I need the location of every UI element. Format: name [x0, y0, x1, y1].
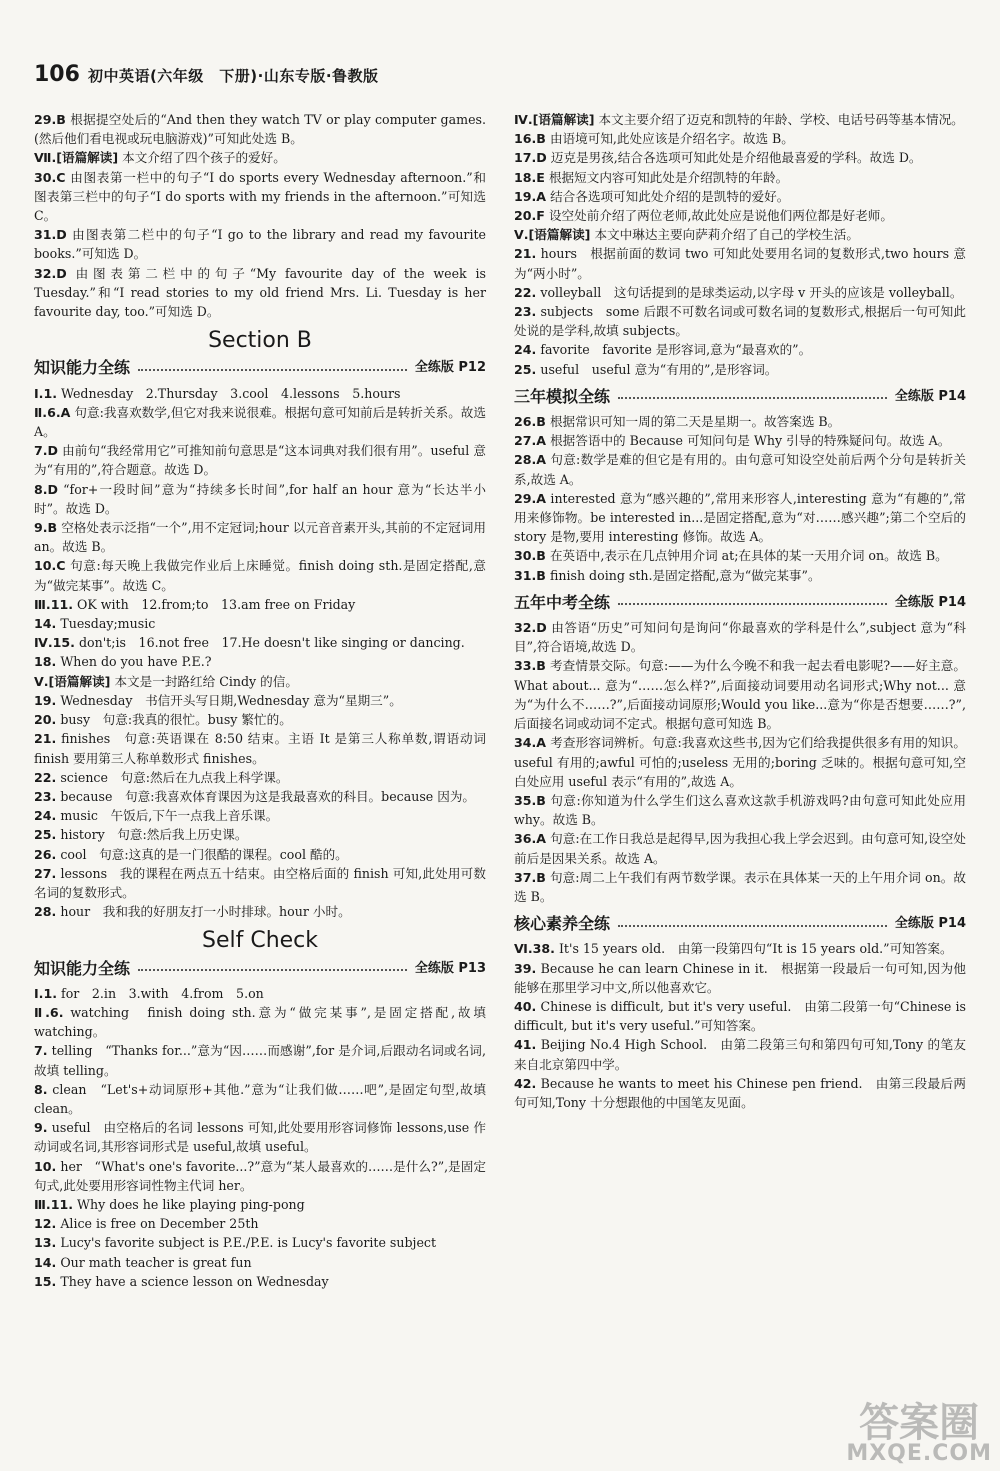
answer-item	[34, 518, 486, 556]
answer-number: 7.	[34, 1043, 48, 1059]
band-knowledge-p13	[34, 959, 486, 978]
answer-item	[514, 206, 966, 225]
answer-item	[34, 480, 486, 518]
answer-number: 12.	[34, 1216, 57, 1232]
answer-item	[34, 902, 486, 921]
answer-item	[514, 283, 966, 302]
right-bottom-answers	[514, 939, 966, 1112]
answer-text: Beijing No.4 High School. 由第二段第三句和第四句可知,Tony 的笔友来自北京第四中学。	[514, 1037, 966, 1072]
band-ref: 全练版 P14	[894, 388, 966, 404]
answer-number: 19.A	[514, 188, 547, 204]
answer-number: Ⅱ.6.	[34, 1004, 64, 1020]
answer-item	[514, 939, 966, 958]
answer-text: 结合各选项可知此处介绍的是凯特的爱好。	[550, 188, 790, 204]
answer-number: 9.B	[34, 520, 58, 536]
answer-number: 30.B	[514, 548, 546, 564]
watermark-text: 答案圈	[859, 1400, 980, 1446]
band-title: 五年中考全练	[514, 592, 611, 612]
answer-item	[514, 450, 966, 488]
answer-text: 设空处前介绍了两位老师,故此处应是说他们两位都是好老师。	[548, 208, 893, 224]
answer-number: 17.D	[514, 150, 547, 166]
answer-text: interested 意为“感兴趣的”,常用来形容人,interesting 意为“有趣的”,常用来修饰物。be interested in...是固定搭配,意为“对……感兴趣”;第二个空后的 story 是物,要用 interesting 修饰。故选 A。	[514, 490, 966, 545]
answer-text: 根据短文内容可知此处是介绍凯特的年龄。	[548, 169, 789, 185]
answer-text: 句意:周二上午我们有两节数学课。表示在具体某一天的上午用介词 on。故选 B。	[514, 869, 966, 904]
answer-text: telling “Thanks for...”意为“因……而感谢”,for 是介词,后跟动名词或名词,故填 telling。	[34, 1043, 486, 1078]
right-top-answers	[514, 110, 966, 379]
answer-text: clean “Let's+动词原形+其他.”意为“让我们做……吧”,是固定句型,故填 clean。	[34, 1081, 486, 1116]
answer-item	[34, 1118, 486, 1156]
answer-text: Alice is free on December 25th	[60, 1216, 259, 1232]
answer-item	[34, 225, 486, 263]
answer-text: useful 由空格后的名词 lessons 可知,此处要用形容词修饰 lessons,use 作动词或名词,其形容词形式是 useful,故填 useful。	[34, 1120, 486, 1155]
answer-number: 21.	[514, 246, 537, 262]
answer-item	[34, 110, 486, 148]
answer-item	[514, 959, 966, 997]
answer-number: 24.	[514, 342, 537, 358]
answer-text: Our math teacher is great fun	[60, 1254, 252, 1270]
answer-item	[34, 1195, 486, 1214]
answer-item	[514, 829, 966, 867]
band-core-p14	[514, 914, 966, 933]
answer-item	[34, 1157, 486, 1195]
answer-item	[514, 566, 966, 585]
answer-item	[514, 1035, 966, 1073]
answer-number: 7.D	[34, 443, 59, 459]
answer-text: subjects some 后跟不可数名词或可数名词的复数形式,根据后一句可知此处说的是学科,故填 subjects。	[514, 304, 966, 339]
answer-text: useful useful 意为“有用的”,是形容词。	[540, 361, 778, 377]
answer-item	[514, 168, 966, 187]
answer-number: 14.	[34, 1254, 57, 1270]
answer-item	[34, 1272, 486, 1291]
answer-text: 由前句“我经常用它”可推知前句意思是“这本词典对我们很有用”。useful 意为“有用的”,符合题意。故选 D。	[34, 443, 486, 478]
answer-text: 根据答语中的 Because 可知问句是 Why 引导的特殊疑问句。故选 A。	[550, 433, 951, 449]
answer-item	[34, 595, 486, 614]
answer-text: 由语境可知,此处应该是介绍名字。故选 B。	[549, 131, 794, 147]
answer-number: 22.	[514, 284, 537, 300]
answer-text: 本文介绍了四个孩子的爱好。	[122, 150, 286, 166]
answer-number: 36.A	[514, 831, 547, 847]
band-dots	[618, 603, 887, 605]
answer-number: 27.	[34, 865, 57, 881]
answer-item	[34, 1041, 486, 1079]
answer-number: 34.A	[514, 735, 547, 751]
band-ref: 全练版 P14	[894, 594, 966, 610]
answer-item	[514, 148, 966, 167]
answer-number: 31.B	[514, 567, 546, 583]
answer-number: 19.	[34, 692, 57, 708]
answer-text: 句意:我喜欢数学,但它对我来说很难。根据句意可知前后是转折关系。故选 A。	[34, 404, 486, 440]
answer-item	[514, 618, 966, 656]
answer-text: 在英语中,表示在几点钟用介词 at;在具体的某一天用介词 on。故选 B。	[549, 548, 948, 564]
answer-item	[34, 1003, 486, 1041]
band-mock-p14	[514, 387, 966, 406]
answer-text: “for+一段时间”意为“持续多长时间”,for half an hour 意为“长达半小时”。故选 D。	[34, 481, 486, 516]
answer-text: favorite favorite 是形容词,意为“最喜欢的”。	[540, 342, 812, 358]
page-header	[34, 62, 379, 87]
answer-text: Lucy's favorite subject is P.E./P.E. is Lucy's favorite subject	[60, 1235, 437, 1251]
answer-number: 28.A	[514, 452, 547, 468]
answer-number: 20.F	[514, 208, 545, 224]
answer-number: 31.D	[34, 227, 67, 243]
answer-number: 8.D	[34, 481, 59, 497]
answer-item	[514, 791, 966, 829]
answer-item	[514, 225, 966, 244]
answer-text: music 午饭后,下午一点我上音乐课。	[60, 808, 279, 824]
answer-text: 本文中琳达主要向萨莉介绍了自己的学校生活。	[594, 227, 859, 243]
answer-number: Ⅳ.15.	[34, 635, 75, 651]
left-top-answers	[34, 110, 486, 321]
answer-text: volleyball 这句话提到的是球类运动,以字母 v 开头的应该是 volleyball。	[540, 284, 963, 300]
answer-item	[34, 1233, 486, 1252]
self-check-heading: Self Check	[201, 928, 319, 954]
answer-text: Because he wants to meet his Chinese pen friend. 由第三段最后两句可知,Tony 十分想跟他的中国笔友见面。	[514, 1075, 966, 1110]
answer-text: 句意:在工作日我总是起得早,因为我担心我上学会迟到。由句意可知,设空处前后是因果关系。故选 A。	[514, 831, 966, 866]
answer-text: Why does he like playing ping-pong	[77, 1196, 305, 1212]
answer-text: 本文主要介绍了迈克和凯特的年龄、学校、电话号码等基本情况。	[598, 112, 964, 127]
answer-number: 27.A	[514, 433, 547, 449]
answer-text: hour 我和我的好朋友打一小时排球。hour 小时。	[60, 904, 351, 920]
answer-text: Wednesday 2.Thursday 3.cool 4.lessons 5.hours	[61, 385, 401, 401]
answer-number: 25.	[514, 361, 537, 377]
right-mid2-answers	[514, 618, 966, 906]
answer-number: 9.	[34, 1120, 48, 1136]
answer-text: science 句意:然后在九点我上科学课。	[60, 769, 289, 785]
answer-text: hours 根据前面的数词 two 可知此处要用名词的复数形式,two hours 意为“两小时”。	[514, 246, 966, 281]
answer-item	[514, 340, 966, 359]
band-title: 核心素养全练	[514, 914, 611, 934]
answer-number: Ⅳ.[语篇解读]	[514, 112, 595, 127]
answer-item	[514, 868, 966, 906]
answer-text: OK with 12.from;to 13.am free on Friday	[77, 596, 356, 612]
section-b-heading: Section B	[208, 328, 312, 354]
answer-item	[34, 441, 486, 479]
answer-item	[34, 652, 486, 671]
band-title: 知识能力全练	[34, 958, 131, 978]
answer-text: 由图表第二栏中的句子“I go to the library and read my favourite books.”可知选 D。	[34, 227, 486, 262]
answer-text: 由图表第一栏中的句子“I do sports every Wednesday afternoon.”和图表第三栏中的句子“I do sports with my friends in the afternoon.”可知选 C。	[34, 169, 486, 224]
answer-item	[34, 672, 486, 691]
right-column	[514, 110, 966, 1112]
watermark-logo	[846, 1400, 992, 1466]
answer-number: 13.	[34, 1235, 57, 1251]
answer-number: 37.B	[514, 869, 546, 885]
answer-text: 根据常识可知一周的第二天是星期一。故答案选 B。	[549, 414, 841, 430]
answer-text: cool 句意:这真的是一门很酷的课程。cool 酷的。	[60, 846, 348, 862]
answer-item	[34, 806, 486, 825]
answer-number: 28.	[34, 904, 57, 920]
band-ref: 全练版 P12	[414, 360, 486, 376]
answer-item	[34, 787, 486, 806]
answer-item	[514, 110, 966, 129]
band-title: 知识能力全练	[34, 358, 131, 378]
answer-text: 根据提空处后的“And then they watch TV or play computer games.(然后他们看电视或玩电脑游戏)”可知此处选 B。	[34, 112, 486, 147]
answer-item	[34, 864, 486, 902]
answer-number: 29.A	[514, 490, 547, 506]
answer-number: 26.	[34, 846, 57, 862]
answer-item	[514, 187, 966, 206]
answer-number: Ⅰ.1.	[34, 385, 58, 401]
left-bottom-answers	[34, 984, 486, 1291]
answer-text: her “What's one's favorite...?”意为“某人最喜欢的……是什么?”,是固定句式,此处要用形容词性物主代词 her。	[34, 1158, 486, 1193]
band-dots	[138, 969, 407, 971]
answer-text: watching finish doing sth.意为“做完某事”,是固定搭配,故填 watching。	[34, 1004, 486, 1040]
answer-item	[34, 614, 486, 633]
answer-item	[514, 412, 966, 431]
answer-number: 10.	[34, 1158, 57, 1174]
answer-number: 14.	[34, 616, 57, 632]
band-ref: 全练版 P14	[894, 916, 966, 932]
answer-item	[34, 264, 486, 322]
answer-item	[34, 633, 486, 652]
answer-number: Ⅲ.11.	[34, 596, 73, 612]
answer-item	[514, 997, 966, 1035]
answer-number: Ⅲ.11.	[34, 1196, 73, 1212]
answer-number: Ⅴ.[语篇解读]	[34, 673, 111, 689]
answer-number: 25.	[34, 827, 57, 843]
answer-text: history 句意:然后我上历史课。	[60, 827, 248, 843]
answer-text: busy 句意:我真的很忙。busy 繁忙的。	[60, 712, 292, 728]
answer-text: 句意:每天晚上我做完作业后上床睡觉。finish doing sth.是固定搭配,意为“做完某事”。故选 C。	[34, 558, 486, 593]
answer-text: When do you have P.E.?	[60, 654, 212, 670]
answer-item	[34, 1080, 486, 1118]
answer-item	[514, 1074, 966, 1112]
answer-item	[34, 1214, 486, 1233]
answer-text: 句意:数学是难的但它是有用的。由句意可知设空处前后两个分句是转折关系,故选 A。	[514, 452, 966, 487]
answer-number: Ⅱ.6.A	[34, 404, 71, 420]
answer-number: 20.	[34, 712, 57, 728]
answer-item	[34, 556, 486, 594]
answer-item	[34, 710, 486, 729]
answer-text: It's 15 years old. 由第一段第四句“It is 15 years old.”可知答案。	[558, 941, 953, 957]
answer-text: They have a science lesson on Wednesday	[60, 1273, 329, 1289]
band-dots	[138, 369, 407, 371]
answer-text: finish doing sth.是固定搭配,意为“做完某事”。	[549, 567, 821, 583]
answer-number: 15.	[34, 1273, 57, 1289]
answer-text: finishes 句意:英语课在 8:50 结束。主语 It 是第三人称单数,谓语动词 finish 要用第三人称单数形式 finishes。	[34, 731, 486, 766]
answer-text: 考查形容词辨析。句意:我喜欢这些书,因为它们给我提供很多有用的知识。useful 有用的;awful 可怕的;useless 无用的;boring 乏味的。根据句意可知,空白处应用 useful 表示“有用的”,故选 A。	[514, 735, 966, 789]
answer-number: Ⅰ.1.	[34, 985, 58, 1001]
answer-text: don't;is 16.not free 17.He doesn't like singing or dancing.	[78, 635, 465, 651]
left-column	[34, 110, 486, 1291]
answer-item	[34, 148, 486, 167]
answer-number: 39.	[514, 960, 537, 976]
answer-number: 41.	[514, 1037, 537, 1053]
answer-number: 33.B	[514, 658, 546, 674]
answer-item	[514, 129, 966, 148]
answer-number: 30.C	[34, 169, 66, 185]
answer-item	[34, 729, 486, 767]
answer-item	[514, 244, 966, 282]
answer-item	[34, 168, 486, 226]
answer-text: 考查情景交际。句意:——为什么今晚不和我一起去看电影呢?——好主意。What about... 意为“……怎么样?”,后面接动词要用动名词形式;Why not... 意为“为什么不……?”,后面接动词原形;Would you like...意为“你是否想要……?”,后面接名词或动词不定式。根据句意可知选 B。	[514, 658, 966, 732]
answer-number: Ⅶ.[语篇解读]	[34, 150, 119, 166]
answer-item	[34, 845, 486, 864]
band-knowledge-p12	[34, 358, 486, 377]
page-number: 106	[34, 62, 80, 87]
answer-item	[514, 656, 966, 733]
answer-number: 26.B	[514, 414, 546, 430]
band-exam-p14	[514, 593, 966, 612]
answer-text: Because he can learn Chinese in it. 根据第一段最后一句可知,因为他能够在那里学习中文,所以他喜欢它。	[514, 960, 966, 995]
band-title: 三年模拟全练	[514, 386, 611, 406]
answer-number: 16.B	[514, 131, 546, 147]
band-ref: 全练版 P13	[414, 960, 486, 976]
right-mid1-answers	[514, 412, 966, 585]
answer-number: 8.	[34, 1081, 48, 1097]
answer-item	[34, 691, 486, 710]
answer-number: 23.	[514, 304, 537, 320]
answer-text: 由图表第二栏中的句子“My favourite day of the week is Tuesday.”和“I read stories to my old friend Mrs. Li. Tuesday is her favourite day, too.”可知选 D。	[34, 265, 486, 320]
answer-number: 22.	[34, 769, 57, 785]
answer-item	[514, 546, 966, 565]
answer-number: 35.B	[514, 792, 546, 808]
answer-item	[514, 733, 966, 791]
answer-number: Ⅵ.38.	[514, 941, 555, 957]
answer-item	[34, 825, 486, 844]
answer-text: Chinese is difficult, but it's very useful. 由第二段第一句“Chinese is difficult, but it's very useful.”可知答案。	[514, 998, 966, 1034]
band-dots	[618, 397, 887, 399]
answer-number: 29.B	[34, 112, 66, 127]
answer-item	[34, 768, 486, 787]
answer-number: 42.	[514, 1075, 537, 1091]
answer-text: for 2.in 3.with 4.from 5.on	[61, 985, 264, 1001]
band-dots	[618, 925, 887, 927]
left-mid-answers	[34, 384, 486, 922]
answer-text: lessons 我的课程在两点五十结束。由空格后面的 finish 可知,此处用可数名词的复数形式。	[34, 865, 486, 900]
answer-number: 10.C	[34, 558, 66, 574]
answer-number: 18.E	[514, 169, 545, 185]
answer-item	[34, 384, 486, 403]
answer-text: because 句意:我喜欢体育课因为这是我最喜欢的科目。because 因为。	[60, 788, 476, 804]
answer-text: 本文是一封路红给 Cindy 的信。	[114, 673, 298, 689]
answer-text: Tuesday;music	[60, 616, 156, 632]
answer-number: 40.	[514, 998, 537, 1014]
answer-item	[34, 1253, 486, 1272]
watermark-url: MXQE.COM	[846, 1441, 992, 1466]
answer-text: 由答语“历史”可知问句是询问“你最喜欢的学科是什么”,subject 意为“科目”,符合语境,故选 D。	[514, 620, 966, 655]
answer-item	[514, 302, 966, 340]
answer-number: 24.	[34, 808, 57, 824]
answer-number: 18.	[34, 654, 57, 670]
answer-text: 句意:你知道为什么学生们这么喜欢这款手机游戏吗?由句意可知此处应用 why。故选 B。	[514, 792, 966, 828]
answer-item	[34, 403, 486, 441]
answer-item	[34, 984, 486, 1003]
answer-number: Ⅴ.[语篇解读]	[514, 227, 591, 243]
answer-item	[514, 360, 966, 379]
answer-item	[514, 431, 966, 450]
book-title: 初中英语(六年级 下册)·山东专版·鲁教版	[87, 67, 379, 85]
answer-number: 23.	[34, 788, 57, 804]
answer-item	[514, 489, 966, 547]
answer-number: 32.D	[514, 620, 547, 636]
answer-text: 迈克是男孩,结合各选项可知此处是介绍他最喜爱的学科。故选 D。	[550, 150, 922, 166]
answer-number: 32.D	[34, 265, 67, 281]
answer-number: 21.	[34, 731, 57, 747]
answer-text: 空格处表示泛指“一个”,用不定冠词;hour 以元音音素开头,其前的不定冠词用 an。故选 B。	[34, 520, 486, 555]
answer-text: Wednesday 书信开头写日期,Wednesday 意为“星期三”。	[60, 692, 402, 708]
